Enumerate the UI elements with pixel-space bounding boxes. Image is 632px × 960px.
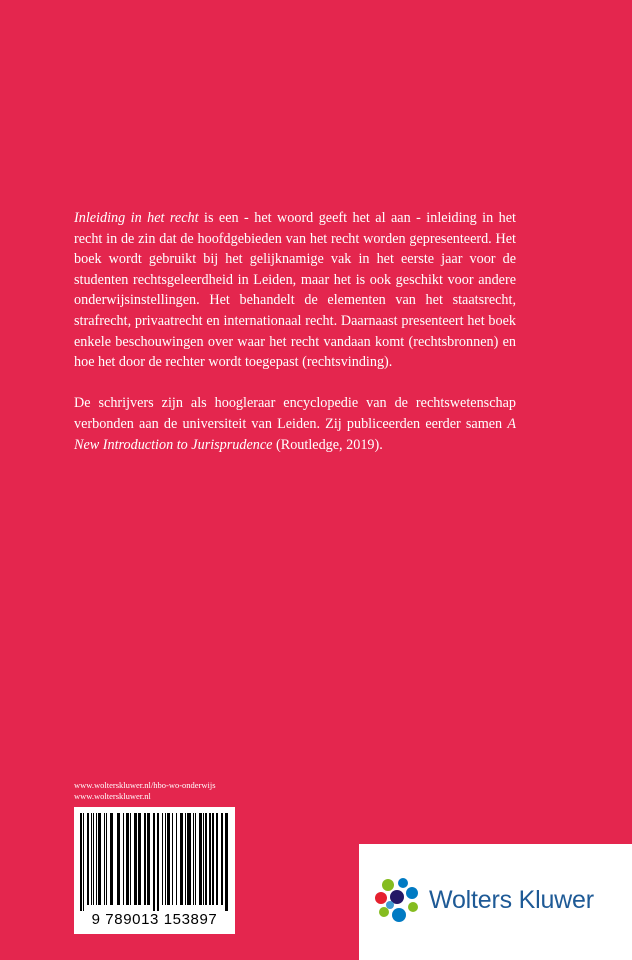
barcode-bars xyxy=(78,813,231,911)
url-education: www.wolterskluwer.nl/hbo-wo-onderwijs xyxy=(74,780,216,790)
blurb-paragraph-1-text: is een - het woord geeft het al aan - inleiding in het recht in de zin dat de hoofdgebieden van het recht worden gepresenteerd. Het boek wordt gebruikt bij het gelijknamige vak in het eerste jaar voor de studenten rechtsgeleerdheid in Leiden, maar het is ook geschikt voor andere onderwijsinstellingen. Het behandelt de elementen van het staatsrecht, strafrecht, privaatrecht en internationaal recht. Daarnaast presenteert het boek enkele beschouwingen over waar het recht vandaan komt (rechtsbronnen) en hoe het door de rechter wordt toegepast (rechtsvinding). xyxy=(74,210,516,371)
blurb-paragraph-2 xyxy=(74,393,516,455)
book-title: Inleiding in het recht xyxy=(74,210,199,226)
publisher-urls xyxy=(74,780,216,802)
publisher-logo xyxy=(359,844,632,960)
barcode xyxy=(74,807,235,934)
url-main: www.wolterskluwer.nl xyxy=(74,791,151,801)
wolters-kluwer-logo-mark-icon xyxy=(373,876,421,924)
isbn-number: 9 789013 153897 xyxy=(91,911,218,928)
blurb-paragraph-2-end: (Routledge, 2019). xyxy=(272,436,383,453)
blurb xyxy=(74,208,516,476)
blurb-paragraph-2-text: De schrijvers zijn als hoogleraar encyclopedie van de rechtswetenschap verbonden aan de universiteit van Leiden. Zij publiceerden eerder samen xyxy=(74,395,516,432)
blurb-paragraph-1 xyxy=(74,208,516,373)
previous-book-title: A New Introduction to Jurisprudence xyxy=(74,415,516,453)
logo-wordmark: Wolters Kluwer xyxy=(429,886,594,914)
